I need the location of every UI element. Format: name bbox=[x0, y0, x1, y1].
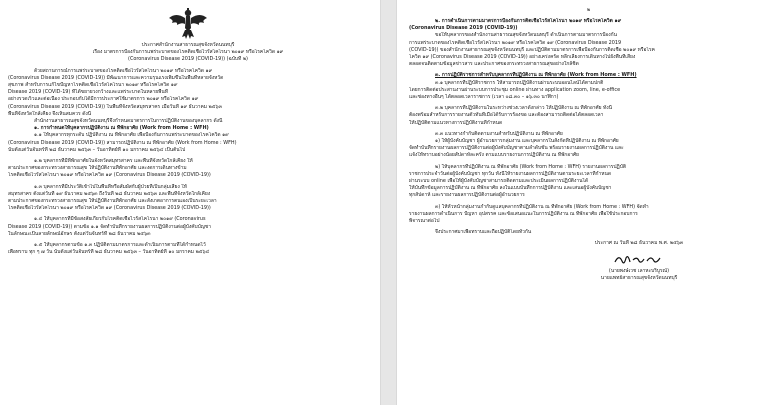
paragraph-line: ๒) ให้บุคลากรที่ปฏิบัติงาน ณ ที่พักอาศัย (Work from Home : WFH) รายงานผลการปฏิบัติ bbox=[435, 163, 626, 170]
paragraph-line: ๓.๓ แนวทางกำกับติดตามงานสำหรับปฏิบัติงาน ณ ที่พักอาศัย bbox=[435, 130, 563, 137]
paragraph-line: จัดทำบันทึกรายงานผลการปฏิบัติงานต่อผู้บังคับบัญชาตามลำดับชั้น พร้อมรายงานผลการปฏิบัติงาน และ bbox=[409, 145, 624, 152]
paragraph-line: การแพร่ระบาดของโรคติดเชื้อไวรัสโคโรนา ๒๐๑๙ หรือโรคโควิด ๑๙ (Coronavirus Disease 2019 bbox=[409, 39, 622, 46]
section-heading: ๒. การดำเนินการตามมาตรการป้องกันการติดเชื้อไวรัสโคโรนา ๒๐๑๙ หรือโรคโควิด ๑๙ bbox=[435, 18, 622, 24]
signer-title: นายแพทย์สาธารณสุขจังหวัดนนทบุรี bbox=[600, 274, 678, 281]
paragraph-line: Disease 2019 (COVID-19) ที่ได้ขยายวงกว้างและแพร่ระบาดในหลายพื้นที่ bbox=[8, 89, 168, 96]
announcement-date: ประกาศ ณ วันที่ ๒๘ ธันวาคม พ.ศ. ๒๕๖๓ bbox=[594, 240, 684, 247]
paragraph-line: ๑.๓ บุคลากรที่มีประวัติเข้าไปในพื้นที่หรือสัมผัสกับผู้ป่วยที่เป็นกลุ่มเสี่ยง ให้ bbox=[34, 183, 187, 190]
paragraph-line: ผ่านระบบ online เพื่อให้ผู้บังคับบัญชาสามารถติดตามและประเมินผลการปฏิบัติงานได้ bbox=[409, 178, 589, 185]
title-line: เรื่อง มาตรการป้องกันการแพร่ระบาดของโรคติดเชื้อไวรัสโคโรนา ๒๐๑๙ หรือโรคโควิด ๑๙ bbox=[92, 49, 284, 56]
paragraph-line: และช่องทางอื่นๆ ได้ตลอดเวลาราชการ (เวลา ๐๘.๓๐ – ๑๖.๓๐ นาฬิกา) bbox=[409, 94, 559, 101]
paragraph-line: พื้นที่จังหวัดใกล้เคียง จึงเห็นสมควร ดังนี้ bbox=[8, 110, 92, 117]
title-line: ประกาศสำนักงานสาธารณสุขจังหวัดนนทบุรี bbox=[141, 42, 235, 48]
paragraph-line: โรคติดเชื้อไวรัสโคโรนา ๒๐๑๙ หรือโรคโควิด ๑๙ (Coronavirus Disease 2019 (COVID-19)) bbox=[8, 172, 211, 179]
garuda-emblem-icon bbox=[166, 6, 210, 42]
paragraph-line: Disease 2019 (COVID-19)) ตามข้อ ๑.๑ จัดทำบันทึกรายงานผลการปฏิบัติงานต่อผู้บังคับบัญชา bbox=[8, 223, 211, 230]
paragraph-line: อย่างรวดเร็วและต่อเนื่อง ประกอบกับได้มีการประกาศใช้มาตรการ ๒๐๑๙ หรือโรคโควิด ๑๙ bbox=[8, 96, 199, 103]
paragraph-line: ๑.๕ ให้บุคลากรตามข้อ ๑.๓ ปฏิบัติตามมาตรการและดำเนินการตามที่ได้กำหนดไว้ bbox=[34, 242, 206, 249]
paragraph-line: ตามประกาศของกระทรวงสาธารณสุข ให้ปฏิบัติงานที่พักอาศัย และสังเกตอาการตนเองเป็นระยะเวลา bbox=[8, 198, 217, 205]
paragraph-line: โดยการติดต่อประสานงานผ่านระบบการประชุม online ผ่านทาง application zoom, line, e-office bbox=[409, 86, 621, 93]
document-page-2 bbox=[396, 0, 780, 405]
page-gutter bbox=[381, 0, 396, 405]
paragraph-line: (Coronavirus Disease 2019 (COVID-19)) สามารถปฏิบัติงาน ณ ที่พักอาศัย (Work from Home : WFH) bbox=[8, 139, 237, 146]
handwritten-signature-icon bbox=[613, 252, 665, 268]
paragraph-line: ตามประกาศของกระทรวงสาธารณสุข ให้ปฏิบัติงานที่พักอาศัย และงดการเดินทางข้าม bbox=[8, 165, 187, 172]
paragraph-line: ๑) ให้ผู้บังคับบัญชา ผู้อำนวยการกลุ่มงาน และบุคลากรในสังกัดที่ปฏิบัติงาน ณ ที่พักอาศัย bbox=[435, 138, 619, 145]
section-heading: (Coronavirus Disease 2019 (COVID-19)) bbox=[409, 25, 518, 32]
paragraph-line: แจ้งให้ทราบอย่างน้อยสัปดาห์ละครั้ง ตามแบบรายงานการปฏิบัติงาน ณ ที่พักอาศัย bbox=[409, 152, 579, 159]
paragraph-line: ในลักษณะเป็นลายลักษณ์อักษร ตั้งแต่วันจันทร์ที่ ๒๘ ธันวาคม ๒๕๖๓ bbox=[8, 230, 151, 237]
section-heading: ๓. การปฏิบัติราชการสำหรับบุคลากรที่ปฏิบัติงาน ณ ที่พักอาศัย (Work from Home : WFH) bbox=[435, 72, 637, 79]
paragraph-line: ให้ปฏิบัติตามแนวทางการปฏิบัติงานที่กำหนด bbox=[409, 119, 503, 126]
page-number: ๒ bbox=[586, 7, 591, 13]
paragraph-line: โควิด ๑๙ (Coronavirus Disease 2019 (COVID-19)) อย่างเคร่งครัด หลีกเลี่ยงการเดินทางไปยังพื้นที่เสี่ยง bbox=[409, 54, 636, 61]
paragraph-line: ทุกสัปดาห์ และรายงานผลการปฏิบัติงานต่อผู้อำนวยการ bbox=[409, 192, 525, 199]
paragraph-line: ต้องพร้อมสำหรับการรายงานตัวทันทีเมื่อได้รับการร้องขอ และต้องสามารถติดต่อได้ตลอดเวลา bbox=[409, 112, 604, 119]
closing-line: จึงประกาศมาเพื่อทราบและถือปฏิบัติโดยทั่วกัน bbox=[435, 229, 532, 236]
paragraph-line: พิจารณาต่อไป bbox=[409, 218, 440, 225]
paragraph-line: โรคติดเชื้อไวรัสโคโรนา ๒๐๑๙ หรือโรคโควิด ๑๙ (Coronavirus Disease 2019 (COVID-19)) bbox=[8, 205, 211, 212]
paragraph-line: เพื่อทราบ ทุก ๆ ๗ วัน นับตั้งแต่วันจันทร์ที่ ๒๘ ธันวาคม ๒๕๖๓ – วันอาทิตย์ที่ ๑๐ มกราคม ๒๕๖๔ bbox=[8, 249, 210, 256]
paragraph-line: (Coronavirus Disease 2019 (COVID-19)) มีพัฒนาการและความรุนแรงเพิ่มขึ้นในพื้นที่หลายจังหวัด bbox=[8, 74, 224, 81]
paragraph-line: ๓.๑ บุคลากรที่ปฏิบัติราชการ ให้สามารถปฏิบัติงานผ่านระบบออนไลน์ได้ตามปกติ bbox=[435, 79, 604, 86]
document-page-1 bbox=[0, 0, 381, 405]
paragraph-line: สำนักงานสาธารณสุขจังหวัดนนทบุรีจึงกำหนดมาตรการในการปฏิบัติงานของบุคลากร ดังนี้ bbox=[34, 118, 223, 125]
paragraph-line: ตลอดจนติดตามข้อมูลข่าวสาร และประกาศของกระทรวงสาธารณสุขอย่างใกล้ชิด bbox=[409, 61, 579, 68]
title-line: (Coronavirus Disease 2019 (COVID-19)) (ฉบับที่ ๒) bbox=[128, 56, 248, 63]
paragraph-line: ราชการประจำวันต่อผู้บังคับบัญชา ทุกวัน ทั้งนี้ให้รายงานผลการปฏิบัติงานตามระยะเวลาที่กำหนด bbox=[409, 170, 612, 177]
paragraph-line: ๑.๔ ให้บุคลากรที่มีข้อสงสัยเกี่ยวกับโรคติดเชื้อไวรัสโคโรนา ๒๐๑๙ (Coronavirus bbox=[34, 216, 206, 223]
paragraph-line: (Coronavirus Disease 2019 (COVID-19)) ในพื้นที่จังหวัดสมุทรสาคร เมื่อวันที่ ๑๙ ธันวาคม ๒๕๖๓ bbox=[8, 103, 222, 110]
paragraph-line: ด้วยสถานการณ์การแพร่ระบาดของโรคติดเชื้อไวรัสโคโรนา ๒๐๑๙ หรือโรคโควิด ๑๙ bbox=[34, 67, 213, 74]
paragraph-line: สุขภาพ สำหรับการแก้ไขปัญหาโรคติดเชื้อไวรัสโคโรนา ๒๐๑๙ หรือโรคโควิด ๑๙ bbox=[8, 82, 178, 89]
signature-block bbox=[579, 240, 699, 282]
paragraph-line: ๓.๒ บุคลากรที่ปฏิบัติงานในระหว่างช่วงเวลาดังกล่าว ให้ปฏิบัติงาน ณ ที่พักอาศัย ทั้งนี้ bbox=[435, 105, 613, 112]
paragraph-line: รายงานผลการดำเนินการ ปัญหา อุปสรรค และข้อเสนอแนะในการปฏิบัติงาน ณ ที่พักอาศัย เพื่อใช้ประกอบการ bbox=[409, 210, 638, 217]
signer-name: (นายพงษ์เวช เลาหะบริบูรณ์) bbox=[608, 267, 670, 274]
paragraph-line: ขอให้บุคลากรของสำนักงานสาธารณสุขจังหวัดนนทบุรี ดำเนินการตามมาตรการป้องกัน bbox=[435, 32, 617, 39]
paragraph-line: ให้บันทึกข้อมูลการปฏิบัติงาน ณ ที่พักอาศัย ลงในแบบบันทึกการปฏิบัติงาน และเสนอผู้บังคับบัญชา bbox=[409, 185, 612, 192]
paragraph-line: ๑.๑ ให้บุคลากรทุกระดับ ปฏิบัติงาน ณ ที่พักอาศัย เพื่อป้องกันการแพร่ระบาดของโรคโควิด ๑๙ bbox=[34, 132, 229, 139]
paragraph-line: สมุทรสาคร ตั้งแต่วันที่ ๑๙ ธันวาคม ๒๕๖๓ ถึงวันที่ ๒๘ ธันวาคม ๒๕๖๓ และพื้นที่จังหวัดใกล้เคียง bbox=[8, 190, 211, 197]
paragraph-line: ๓) ให้หัวหน้ากลุ่มงานกำกับดูแลบุคลากรที่ปฏิบัติงาน ณ ที่พักอาศัย (Work from Home : WFH) จัดทำ bbox=[435, 203, 649, 210]
section-heading: ๑. การกำหนดให้บุคลากรปฏิบัติงาน ณ ที่พักอาศัย (Work from Home : WFH) bbox=[34, 125, 209, 132]
paragraph-line: ๑.๒ บุคลากรที่มีที่พักอาศัยในจังหวัดสมุทรสาคร และพื้นที่จังหวัดใกล้เคียง ให้ bbox=[34, 158, 193, 165]
paragraph-line: นับตั้งแต่วันจันทร์ที่ ๒๘ ธันวาคม ๒๕๖๓ – วันอาทิตย์ที่ ๑๐ มกราคม ๒๕๖๔ เป็นต้นไป bbox=[8, 146, 186, 153]
paragraph-line: (COVID-19)) ของสำนักงานสาธารณสุขจังหวัดนนทบุรี และปฏิบัติตามมาตรการเพื่อป้องกันการติดเชื้อ ๒๐๑๙ หรือโรค bbox=[409, 46, 655, 53]
